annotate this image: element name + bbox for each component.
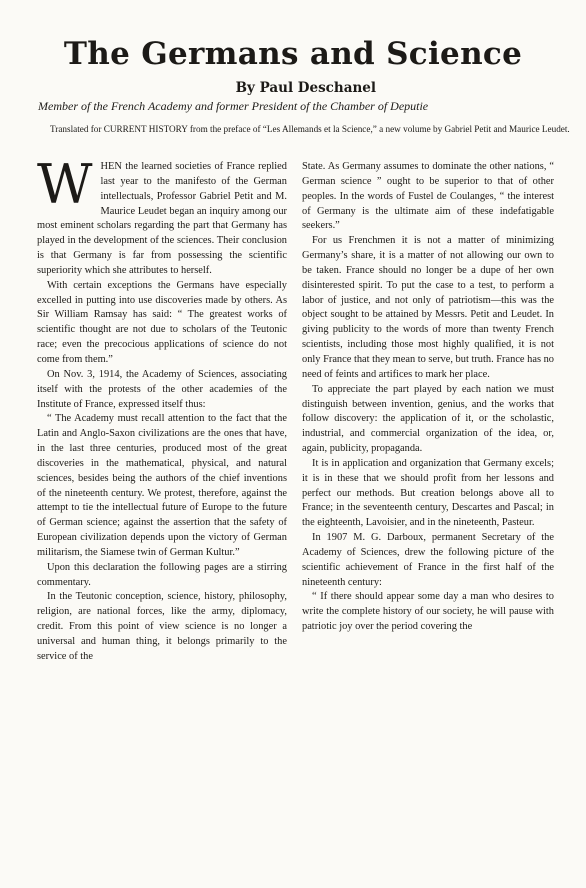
paragraph: For us Frenchmen it is not a matter of minimizing Germany’s share, it is a matter of not allowing our own to be taken. France should no longer be a dupe of her own disinterested spirit. To put the case to a test, to perform a labor of justice, and not only of patriotism—this was the object sought to be attained by Messrs. Petit and Leudet. In giving publicity to the words of more than twenty French scientists, including those most highly qualified, it is not only France that they mean to serve, but truth. France has no need of feints and artifices to mark her place.	[302, 235, 554, 380]
paragraph: Upon this declaration the following pages are a stirring commentary.	[37, 561, 287, 588]
paragraph: HEN the learned societies of France replied last year to the manifesto of the German intellectuals, Professor Gabriel Petit and M. Maurice Leudet began an inquiry among our most eminent scholars regarding the part that Germany has played in the development of the sciences. Their conclusion is that Germany is far from possessing the scientific superiority which she attributes to herself.	[37, 161, 287, 276]
paragraph: On Nov. 3, 1914, the Academy of Sciences, associating itself with the protests of the other academies of the Institute of France, expressed itself thus:	[37, 368, 287, 410]
drop-cap: W	[37, 153, 93, 216]
byline	[0, 80, 586, 96]
quote-paragraph: “ The Academy must recall attention to the fact that the Latin and Anglo-Saxon civilizations are the ones that have, in the last three centuries, produced most of the great discoveries in the mathematical, physical, and natural sciences, besides being the authors of the chief inventions of the nineteenth century. We protest, therefore, against the attempt to tie the intellectual future of Europe to the future of German science; against the assertion that the safety of European civilization depends upon the victory of German militarism, the Siamese twin of German Kultur.”	[37, 413, 287, 558]
article-title: The Germans and Science	[63, 36, 523, 72]
paragraph: In 1907 M. G. Darboux, permanent Secretary of the Academy of Sciences, drew the following picture of the scientific achievement of France in the first half of the nineteenth century:	[302, 532, 554, 588]
paragraph: State. As Germany assumes to dominate the other nations, “ German science ” ought to be superior to that of other peoples. In the words of Fustel de Coulanges, “ the interest of Germany is the ultimate aim of these indefatigable seekers.”	[302, 161, 554, 232]
right-column	[302, 160, 554, 635]
paragraph: With certain exceptions the Germans have especially excelled in putting into use discoveries made by others. As Sir William Ramsay has said: “ The greatest works of scientific thought are not due to scholars of the Teutonic race; even the precocious applications of science do not come from them.”	[37, 279, 287, 365]
paragraph: To appreciate the part played by each nation we must distinguish between invention, genius, and the works that follow discovery: the application of it, or the scholastic, industrial, and commercial organization of the idea, or, again, publicity, propaganda.	[302, 383, 554, 455]
translation-note: Translated for CURRENT HISTORY from the preface of “Les Allemands et la Science,” a new volume by Gabriel Petit and Maurice Leudet.	[50, 124, 570, 134]
paragraph: In the Teutonic conception, science, history, philosophy, religion, are national forces, like the army, diplomacy, credit. From this point of view science is no longer a universal and human thing, it belongs primarily to the service of the	[37, 591, 287, 662]
quote-paragraph: “ If there should appear some day a man who desires to write the complete history of our society, he will pause with patriotic joy over the period covering the	[302, 591, 554, 633]
paragraph: It is in application and organization that Germany excels; it is in these that we should profit from her lessons and perfect our methods. But creation belongs above all to France; in the seventeenth century, Descartes and Pascal; in the eighteenth, Lavoisier, and in the nineteenth, Pasteur.	[302, 457, 554, 529]
author-affiliation: Member of the French Academy and former President of the Chamber of Deputie	[38, 99, 429, 113]
left-column	[37, 153, 287, 665]
author-name: By Paul Deschanel	[235, 80, 376, 96]
